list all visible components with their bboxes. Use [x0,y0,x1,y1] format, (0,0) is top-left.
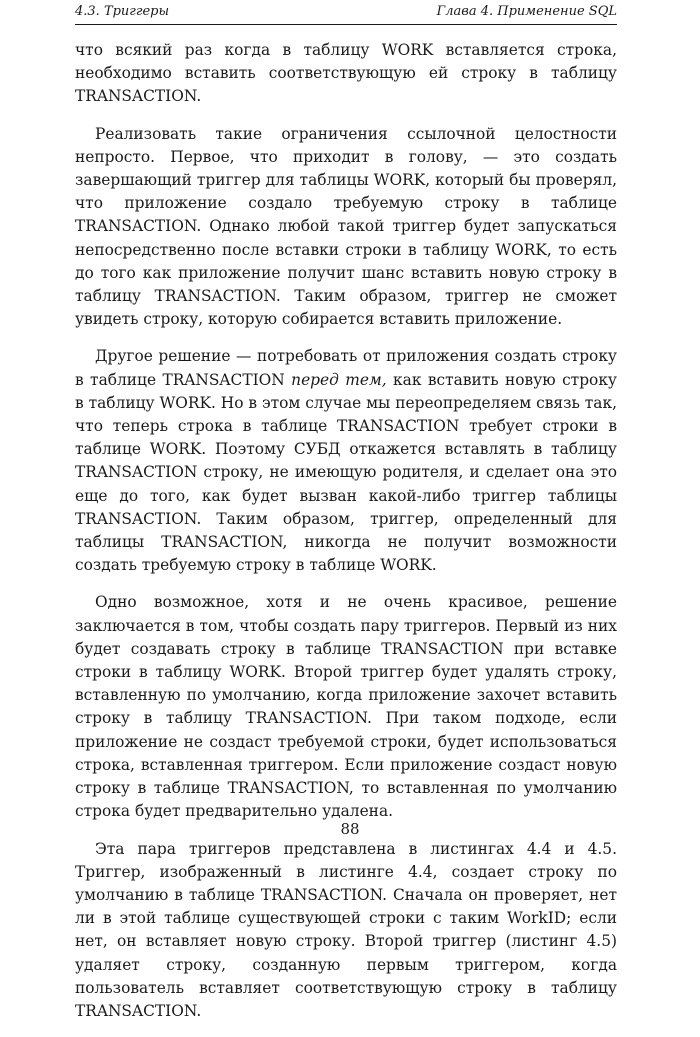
section-title: 4.3. Триггеры [75,4,170,19]
paragraph-1: что всякий раз когда в таблицу WORK вставляется строка, необходимо вставить соответствующую ей строку в таблицу TRANSACTION. [75,41,617,106]
page-body [75,39,617,1037]
paragraph-4: Одно возможное, хотя и не очень красивое, решение заключается в том, чтобы создать пару триггеров. Первый из них будет создавать строку в таблице TRANSACTION при вставке строки в таблицу WORK. Второй триггер будет удалять строку, вставленную по умолчанию, когда приложение захочет вставить строку в таблицу TRANSACTION. При таком подходе, если приложение не создаст требуемой строки, будет использоваться строка, вставленная триггером. Если приложение создаст новую строку в таблице TRANSACTION, то вставленная по умолчанию строка будет предварительно удалена. [75,593,617,821]
paragraph-3-start: Другое решение — потребовать от приложения создать строку в таблице TRANSACTION [75,347,617,389]
paragraph-2: Реализовать такие ограничения ссылочной целостности непросто. Первое, что приходит в голову, — это создать завершающий триггер для таблицы WORK, который бы проверял, что приложение создало требуемую строку в таблице TRANSACTION. Однако любой такой триггер будет запускаться непосредственно после вставки строки в таблицу WORK, то есть до того как приложение получит шанс вставить новую строку в таблицу TRANSACTION. Таким образом, триггер не сможет увидеть строку, которую собирается вставить приложение. [75,124,617,329]
running-header [75,0,617,25]
emphasis-text: перед тем, [291,370,387,389]
paragraph-3 [75,345,617,577]
paragraph-5: Эта пара триггеров представлена в листингах 4.4 и 4.5. Триггер, изображенный в листинге 4.4, создает строку по умолчанию в таблице TRANSACTION. Сначала он проверяет, нет ли в этой таблице существующей строки с таким WorkID; если нет, он вставляет новую строку. Второй триггер (листинг 4.5) удаляет строку, созданную первым триггером, когда пользователь вставляет соответствующую строку в таблицу TRANSACTION. [75,839,617,1020]
paragraph-3-end: как вставить новую строку в таблицу WORK. Но в этом случае мы переопределяем связь так, что теперь строка в таблице TRANSACTION требует строки в таблице WORK. Поэтому СУБД откажется вставлять в таблицу TRANSACTION строку, не имеющую родителя, и сделает она это еще до того, как будет вызван какой-либо триггер таблицы TRANSACTION. Таким образом, триггер, определенный для таблицы TRANSACTION, никогда не получит возможности создать требуемую строку в таблице WORK. [75,370,617,575]
page-number: 88 [340,820,360,838]
chapter-title: Глава 4. Применение SQL [436,4,617,19]
